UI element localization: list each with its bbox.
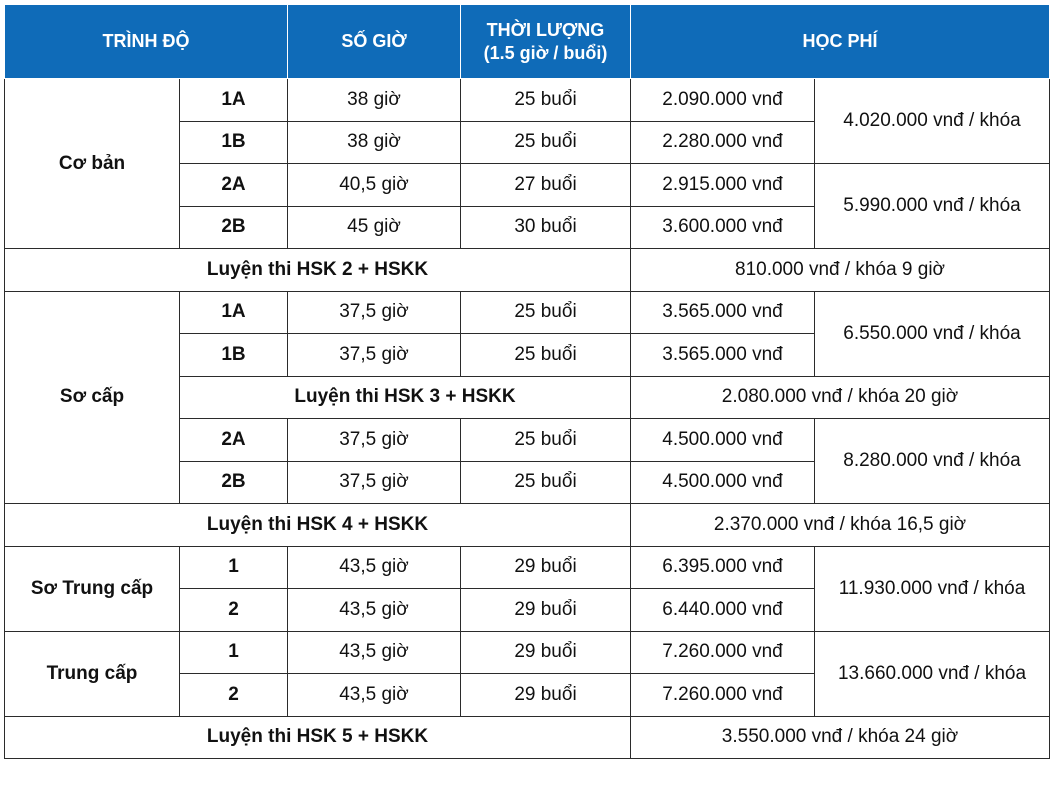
combo-price: 8.280.000 vnđ / khóa [815, 419, 1050, 504]
header-hours: SỐ GIỜ [288, 5, 461, 79]
header-duration [461, 5, 631, 79]
combo-price: 11.930.000 vnđ / khóa [815, 546, 1050, 631]
table-row [5, 291, 1050, 334]
class-code: 2A [180, 419, 288, 462]
hours-cell: 43,5 giờ [288, 589, 461, 632]
sessions-cell: 29 buổi [461, 589, 631, 632]
combo-price: 5.990.000 vnđ / khóa [815, 164, 1050, 249]
sessions-cell: 25 buổi [461, 291, 631, 334]
sessions-cell: 25 buổi [461, 461, 631, 504]
class-code: 1A [180, 291, 288, 334]
hours-cell: 43,5 giờ [288, 546, 461, 589]
hours-cell: 38 giờ [288, 121, 461, 164]
price-cell: 3.600.000 vnđ [631, 206, 815, 249]
exam-fee: 3.550.000 vnđ / khóa 24 giờ [631, 716, 1050, 759]
exam-label: Luyện thi HSK 2 + HSKK [5, 249, 631, 292]
header-row [5, 5, 1050, 79]
price-cell: 4.500.000 vnđ [631, 419, 815, 462]
hours-cell: 40,5 giờ [288, 164, 461, 207]
price-cell: 7.260.000 vnđ [631, 631, 815, 674]
sessions-cell: 29 buổi [461, 631, 631, 674]
tuition-table [4, 4, 1050, 759]
level-name: Cơ bản [5, 79, 180, 249]
level-name: Trung cấp [5, 631, 180, 716]
class-code: 1A [180, 79, 288, 122]
sessions-cell: 25 buổi [461, 121, 631, 164]
price-cell: 3.565.000 vnđ [631, 291, 815, 334]
sessions-cell: 30 buổi [461, 206, 631, 249]
price-cell: 4.500.000 vnđ [631, 461, 815, 504]
price-cell: 7.260.000 vnđ [631, 674, 815, 717]
level-name: Sơ Trung cấp [5, 546, 180, 631]
exam-fee: 810.000 vnđ / khóa 9 giờ [631, 249, 1050, 292]
header-duration-sub: (1.5 giờ / buổi) [483, 42, 608, 63]
price-cell: 6.395.000 vnđ [631, 546, 815, 589]
price-cell: 2.090.000 vnđ [631, 79, 815, 122]
sessions-cell: 25 buổi [461, 419, 631, 462]
hours-cell: 43,5 giờ [288, 631, 461, 674]
exam-row [5, 716, 1050, 759]
header-level: TRÌNH ĐỘ [5, 5, 288, 79]
sessions-cell: 25 buổi [461, 334, 631, 377]
price-cell: 6.440.000 vnđ [631, 589, 815, 632]
hours-cell: 38 giờ [288, 79, 461, 122]
hours-cell: 37,5 giờ [288, 334, 461, 377]
combo-price: 13.660.000 vnđ / khóa [815, 631, 1050, 716]
class-code: 1 [180, 546, 288, 589]
exam-fee: 2.370.000 vnđ / khóa 16,5 giờ [631, 504, 1050, 547]
class-code: 1 [180, 631, 288, 674]
combo-price: 6.550.000 vnđ / khóa [815, 291, 1050, 376]
hours-cell: 37,5 giờ [288, 419, 461, 462]
table-row [5, 631, 1050, 674]
sessions-cell: 25 buổi [461, 79, 631, 122]
hours-cell: 37,5 giờ [288, 461, 461, 504]
exam-label: Luyện thi HSK 3 + HSKK [180, 376, 631, 419]
class-code: 2A [180, 164, 288, 207]
exam-row [5, 504, 1050, 547]
class-code: 2 [180, 674, 288, 717]
combo-price: 4.020.000 vnđ / khóa [815, 79, 1050, 164]
header-fee: HỌC PHÍ [631, 5, 1050, 79]
exam-fee: 2.080.000 vnđ / khóa 20 giờ [631, 376, 1050, 419]
sessions-cell: 27 buổi [461, 164, 631, 207]
hours-cell: 43,5 giờ [288, 674, 461, 717]
level-name: Sơ cấp [5, 291, 180, 504]
table-row [5, 546, 1050, 589]
sessions-cell: 29 buổi [461, 674, 631, 717]
class-code: 1B [180, 121, 288, 164]
exam-label: Luyện thi HSK 5 + HSKK [5, 716, 631, 759]
class-code: 2B [180, 461, 288, 504]
table-row [5, 79, 1050, 122]
price-cell: 2.915.000 vnđ [631, 164, 815, 207]
hours-cell: 37,5 giờ [288, 291, 461, 334]
class-code: 2 [180, 589, 288, 632]
exam-label: Luyện thi HSK 4 + HSKK [5, 504, 631, 547]
class-code: 1B [180, 334, 288, 377]
class-code: 2B [180, 206, 288, 249]
price-cell: 2.280.000 vnđ [631, 121, 815, 164]
exam-row [5, 249, 1050, 292]
sessions-cell: 29 buổi [461, 546, 631, 589]
hours-cell: 45 giờ [288, 206, 461, 249]
header-duration-title: THỜI LƯỢNG [486, 20, 605, 40]
price-cell: 3.565.000 vnđ [631, 334, 815, 377]
